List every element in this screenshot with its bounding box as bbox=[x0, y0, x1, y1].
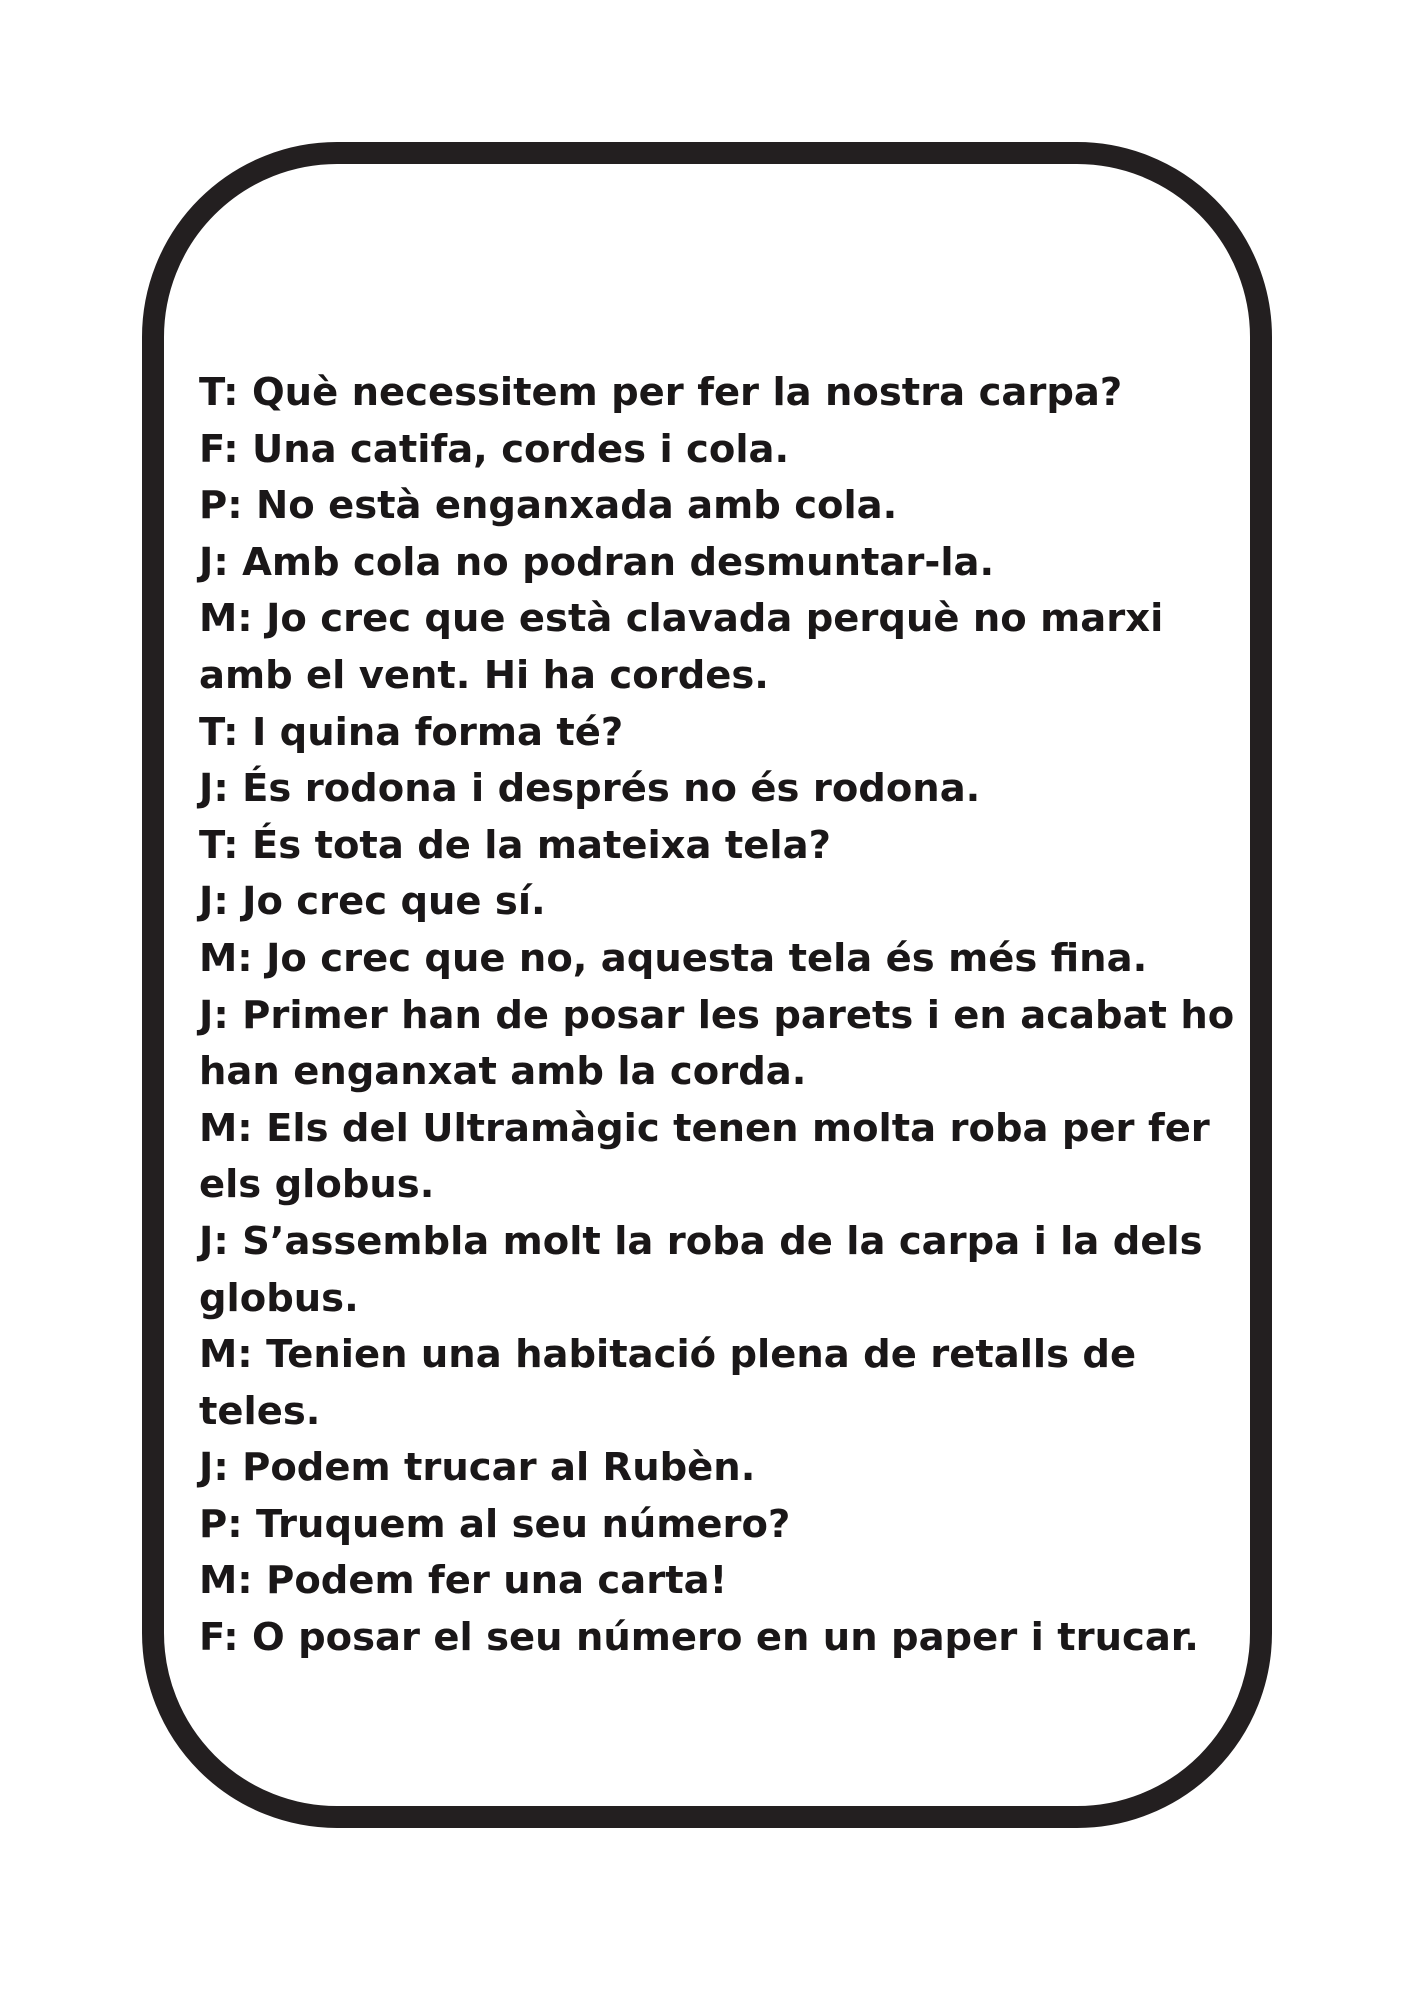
dialogue-line: T: I quina forma té? bbox=[199, 709, 624, 755]
dialogue-line: F: O posar el seu número en un paper i trucar. bbox=[199, 1615, 1199, 1661]
dialogue-line: T: Què necessitem per fer la nostra carpa? bbox=[199, 370, 1123, 415]
dialogue-line: J: Primer han de posar les parets i en acabat ho han enganxat amb la corda. bbox=[199, 992, 1235, 1095]
dialogue-line: P: No està enganxada amb cola. bbox=[199, 483, 898, 529]
dialogue-line: M: Els del Ultramàgic tenen molta roba per fer els globus. bbox=[199, 1105, 1210, 1208]
dialogue-line: J: Jo crec que sí. bbox=[199, 879, 546, 925]
dialogue-line: P: Truquem al seu número? bbox=[199, 1501, 791, 1547]
dialogue-line: J: Amb cola no podran desmuntar-la. bbox=[199, 539, 995, 585]
dialogue-line: M: Jo crec que no, aquesta tela és més fina. bbox=[199, 935, 1148, 981]
dialogue-line: M: Tenien una habitació plena de retalls de teles. bbox=[199, 1332, 1137, 1434]
dialogue-line: T: És tota de la mateixa tela? bbox=[199, 822, 831, 868]
dialogue-line: J: Podem trucar al Rubèn. bbox=[199, 1445, 756, 1491]
dialogue-line: J: És rodona i després no és rodona. bbox=[199, 766, 981, 812]
dialogue-line: M: Jo crec que està clavada perquè no marxi amb el vent. Hi ha cordes. bbox=[199, 596, 1164, 698]
dialogue-line: M: Podem fer una carta! bbox=[199, 1558, 728, 1604]
dialogue-line: J: S’assembla molt la roba de la carpa i la dels globus. bbox=[199, 1218, 1203, 1321]
dialogue-line: F: Una catifa, cordes i cola. bbox=[199, 426, 790, 472]
dialogue-transcript bbox=[199, 365, 1239, 1667]
